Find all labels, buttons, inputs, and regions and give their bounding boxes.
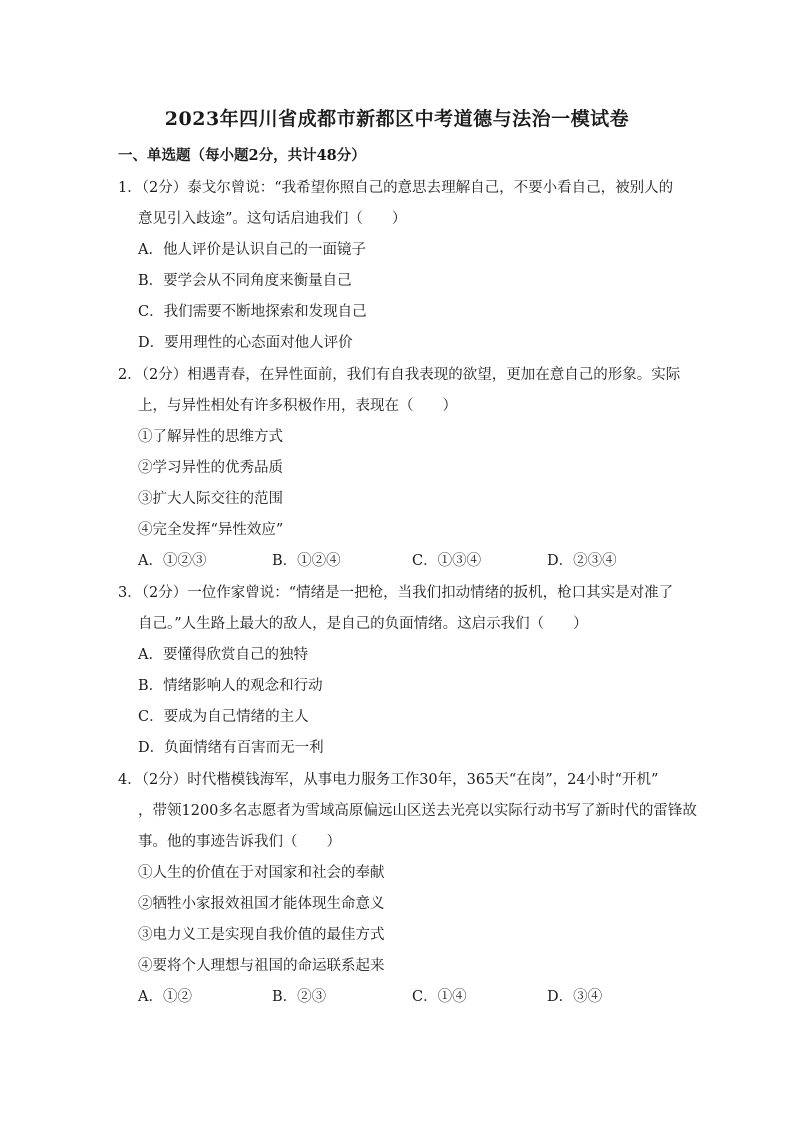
question-4-statement-2: ②牺牲小家报效祖国才能体现生命意义: [138, 896, 385, 912]
question-1-option-c: C．我们需要不断地探索和发现自己: [138, 304, 367, 320]
question-4-statement-1: ①人生的价值在于对国家和社会的奉献: [138, 865, 385, 881]
question-1-stem-line-1: 1．（2分）泰戈尔曾说：“我希望你照自己的意思去理解自己，不要小看自己，被别人的: [118, 180, 674, 196]
page-title: 2023年四川省成都市新都区中考道德与法治一模试卷: [164, 108, 630, 130]
question-3-option-d: D．负面情绪有百害而无一利: [138, 740, 324, 756]
question-4-statement-4: ④要将个人理想与祖国的命运联系起来: [138, 958, 385, 974]
question-3-option-a: A．要懂得欣赏自己的独特: [138, 647, 308, 663]
question-3-option-c: C．要成为自己情绪的主人: [138, 709, 309, 725]
question-3-option-b: B．情绪影响人的观念和行动: [138, 678, 323, 694]
question-4-choice-d: D．③④: [547, 989, 603, 1005]
question-4-choice-c: C．①④: [412, 989, 467, 1005]
question-2-statement-1: ①了解异性的思维方式: [138, 429, 283, 445]
question-4-statement-3: ③电力义工是实现自我价值的最佳方式: [138, 927, 385, 943]
question-2-choice-a: A．①②③: [138, 553, 207, 569]
question-4-choice-a: A．①②: [138, 989, 192, 1005]
question-3-stem-line-2: 自己。”人生路上最大的敌人，是自己的负面情绪。这启示我们（ ）: [138, 616, 588, 632]
question-4-stem-line-1: 4．（2分）时代楷模钱海军，从事电力服务工作30年，365天“在岗”，24小时“开机”: [118, 772, 659, 788]
question-3-stem-line-1: 3．（2分）一位作家曾说：“情绪是一把枪，当我们扣动情绪的扳机，枪口其实是对准了: [118, 585, 674, 601]
question-2-statement-3: ③扩大人际交往的范围: [138, 491, 283, 507]
question-4-stem-line-2: ，带领1200多名志愿者为雪域高原偏远山区送去光亮以实际行动书写了新时代的雷锋故: [138, 803, 697, 819]
question-2-choice-c: C．①③④: [412, 553, 482, 569]
question-2-stem-line-1: 2．（2分）相遇青春，在异性面前，我们有自我表现的欲望，更加在意自己的形象。实际: [118, 367, 681, 383]
question-1-stem-line-2: 意见引入歧途”。这句话启迪我们（ ）: [138, 211, 407, 227]
question-2-choice-b: B．①②④: [272, 553, 341, 569]
question-2-choice-d: D．②③④: [547, 553, 617, 569]
question-2-stem-line-2: 上，与异性相处有许多积极作用，表现在（ ）: [138, 398, 457, 414]
question-2-statement-2: ②学习异性的优秀品质: [138, 460, 283, 476]
question-1-option-d: D．要用理性的心态面对他人评价: [138, 335, 353, 351]
question-2-statement-4: ④完全发挥“异性效应”: [138, 522, 284, 538]
question-1-option-b: B．要学会从不同角度来衡量自己: [138, 273, 352, 289]
question-4-stem-line-3: 事。他的事迹告诉我们（ ）: [138, 834, 341, 850]
question-4-choice-b: B．②③: [272, 989, 327, 1005]
question-1-option-a: A．他人评价是认识自己的一面镜子: [138, 242, 366, 258]
section-heading: 一、单选题（每小题2分，共计48分）: [118, 147, 366, 164]
